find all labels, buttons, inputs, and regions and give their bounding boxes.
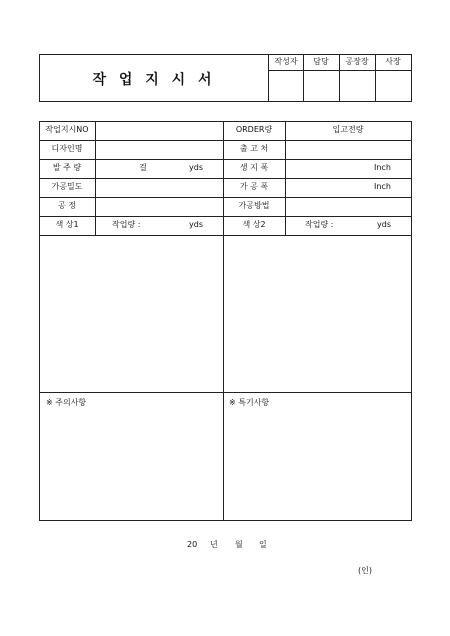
caution-notes-area[interactable] [40, 410, 223, 520]
work-qty2-label: 작업량 : [305, 220, 334, 229]
caution-label: ※ 주의사항 [46, 398, 87, 407]
color1-label: 색 상1 [55, 220, 79, 229]
date-year-prefix: 20 [187, 540, 198, 549]
color2-label: 색 상2 [242, 220, 266, 229]
outbound-label: 출 고 처 [239, 144, 269, 153]
raw-width-label: 생 지 폭 [239, 163, 269, 172]
notes-line [39, 392, 412, 393]
process-width-label: 가 공 폭 [239, 182, 269, 191]
yds-unit-3: yds [377, 220, 391, 229]
process-density-label: 가공밀도 [51, 182, 83, 191]
work-order-no-field[interactable] [96, 122, 222, 140]
stock-status-value: 입고전량 [332, 125, 364, 134]
col-line-3 [285, 121, 286, 235]
yds-unit-1: yds [189, 163, 203, 172]
date-year-label: 년 [210, 540, 218, 549]
approval-manager-label: 담당 [313, 57, 329, 66]
inch-unit-2: Inch [374, 182, 391, 191]
process-method-field[interactable] [286, 198, 411, 216]
inch-unit-1: Inch [374, 163, 391, 172]
approval-writer-sign[interactable] [269, 71, 303, 101]
outbound-field[interactable] [286, 141, 411, 159]
design-name-label: 디자인명 [51, 144, 83, 153]
process-label: 공 정 [58, 201, 76, 210]
special-notes-label: ※ 특기사항 [229, 398, 270, 407]
approval-factory-head-label: 공장장 [345, 57, 369, 66]
seal-mark: (인) [358, 566, 372, 575]
approval-writer-label: 작성자 [274, 57, 298, 66]
color1-swatch-area[interactable] [40, 236, 223, 392]
ge-unit: 걸 [139, 163, 147, 172]
special-notes-area[interactable] [224, 410, 411, 520]
work-order-no-label: 작업지시NO [45, 125, 89, 134]
document-title: 작 업 지 시 서 [92, 72, 216, 88]
work-qty1-label: 작업량 : [112, 220, 141, 229]
color2-swatch-area[interactable] [224, 236, 411, 392]
process-density-field[interactable] [96, 179, 222, 197]
approval-factory-head-sign[interactable] [340, 71, 375, 101]
approval-president-sign[interactable] [376, 71, 411, 101]
date-day-label: 일 [259, 540, 267, 549]
order-amount-label: 발 주 량 [52, 163, 82, 172]
date-month-label: 월 [235, 540, 243, 549]
process-field[interactable] [96, 198, 222, 216]
order-qty-label: ORDER량 [235, 125, 273, 134]
approval-president-label: 사장 [385, 57, 401, 66]
design-name-field[interactable] [96, 141, 222, 159]
yds-unit-2: yds [189, 220, 203, 229]
process-method-label: 가공방법 [238, 201, 270, 210]
approval-manager-sign[interactable] [304, 71, 339, 101]
